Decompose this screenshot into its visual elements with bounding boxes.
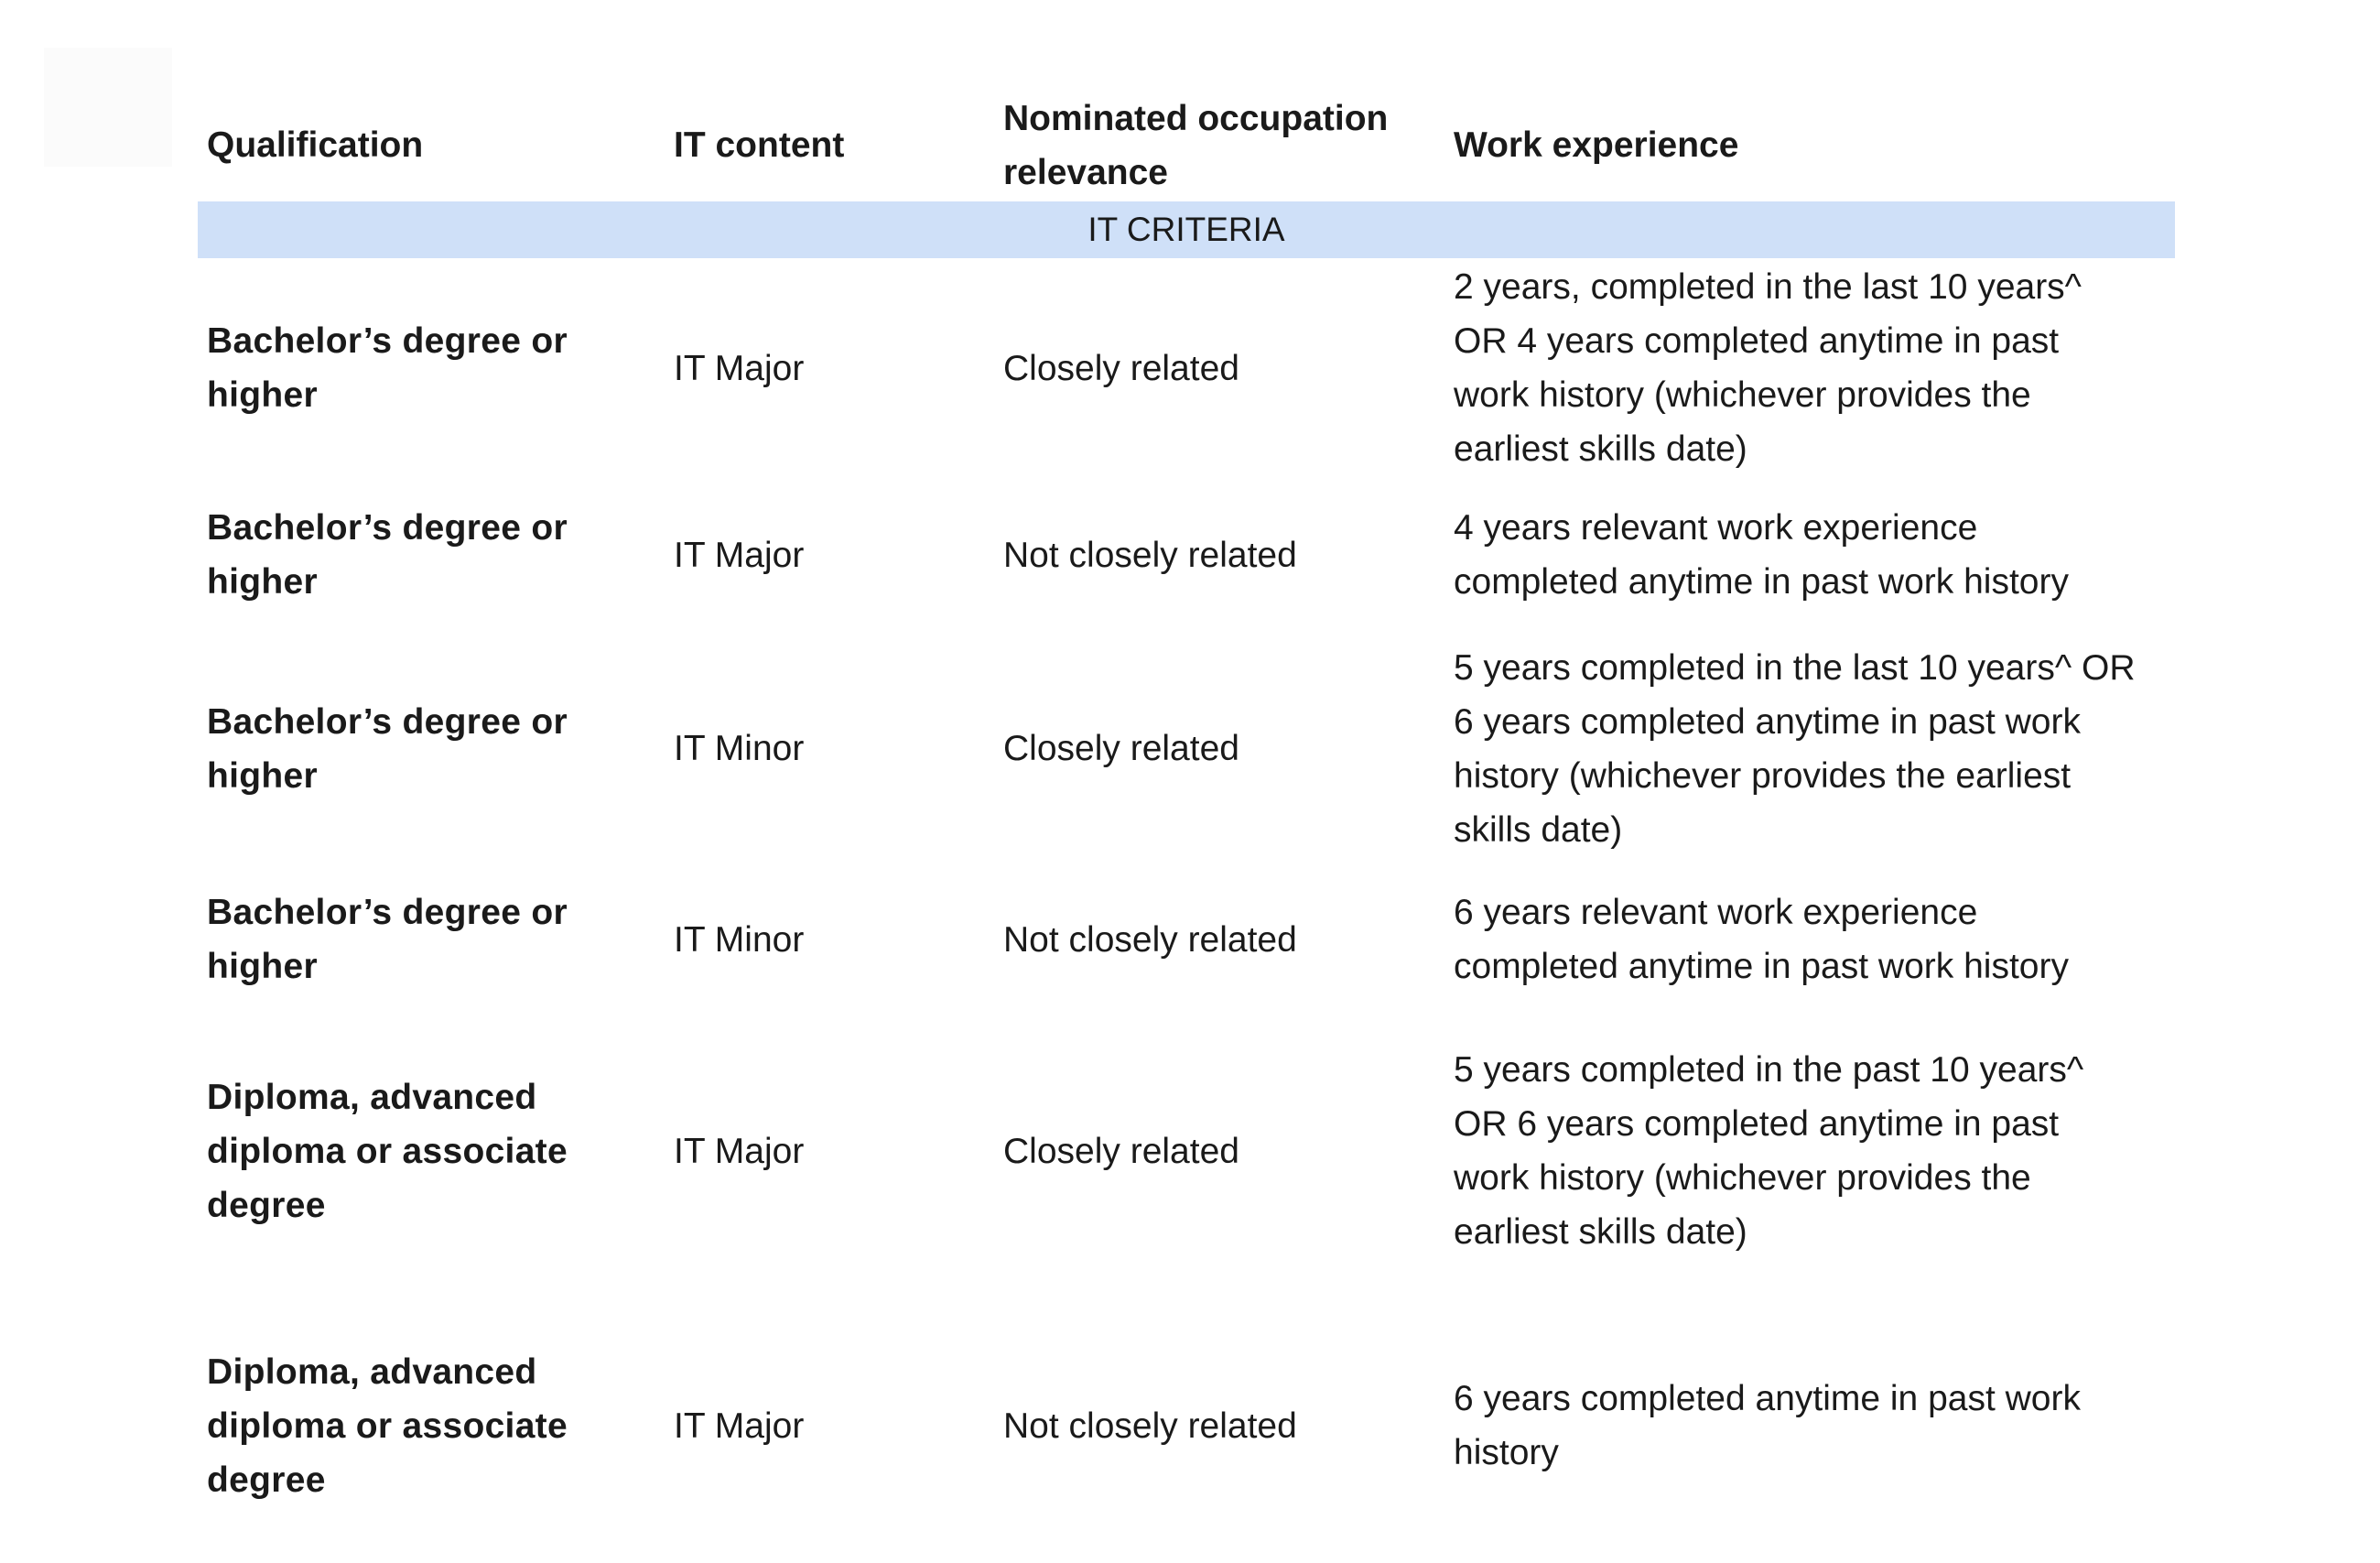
qualification-cell: Diploma, advanced diploma or associate degree <box>207 1351 568 1500</box>
relevance-cell: Closely related <box>1003 1131 1239 1171</box>
relevance-cell: Not closely related <box>1003 1406 1297 1446</box>
it-criteria-table <box>198 55 2175 1563</box>
it-content-cell: IT Major <box>674 1406 805 1446</box>
table-row <box>198 478 2175 632</box>
header-work-experience: Work experience <box>1454 125 1739 165</box>
it-content-cell: IT Minor <box>674 729 805 768</box>
table-row <box>198 1288 2175 1563</box>
work-experience-cell: 4 years relevant work experience completed anytime in past work history <box>1454 508 2069 602</box>
work-experience-cell: 6 years relevant work experience completed anytime in past work history <box>1454 893 2069 986</box>
header-qualification: Qualification <box>207 125 424 165</box>
table-row <box>198 1014 2175 1288</box>
header-row <box>198 55 2175 201</box>
section-row <box>198 201 2175 258</box>
work-experience-cell: 6 years completed anytime in past work history <box>1454 1379 2081 1472</box>
work-experience-cell: 2 years, completed in the last 10 years^ OR 4 years completed anytime in past work history (whichever provides the earliest skills date) <box>1454 267 2082 469</box>
qualification-cell: Bachelor’s degree or higher <box>207 321 568 415</box>
work-experience-cell: 5 years completed in the last 10 years^ OR 6 years completed anytime in past work history (whichever provides the earliest skills date) <box>1454 647 2136 850</box>
work-experience-cell: 5 years completed in the past 10 years^ OR 6 years completed anytime in past work history (whichever provides the earliest skills date) <box>1454 1050 2084 1252</box>
relevance-cell: Closely related <box>1003 729 1239 768</box>
header-it-content: IT content <box>674 125 845 165</box>
qualification-cell: Bachelor’s degree or higher <box>207 701 568 796</box>
relevance-cell: Not closely related <box>1003 919 1297 960</box>
table-row <box>198 632 2175 865</box>
qualification-cell: Diploma, advanced diploma or associate degree <box>207 1077 568 1225</box>
it-content-cell: IT Major <box>674 535 805 575</box>
it-content-cell: IT Major <box>674 348 805 388</box>
table-row <box>198 258 2175 478</box>
relevance-cell: Not closely related <box>1003 535 1297 575</box>
qualification-cell: Bachelor’s degree or higher <box>207 893 568 986</box>
it-content-cell: IT Major <box>674 1131 805 1171</box>
faint-logo-mark <box>44 48 172 167</box>
section-label: IT CRITERIA <box>198 201 2175 258</box>
header-relevance: Nominated occupation relevance <box>1003 99 1389 192</box>
it-content-cell: IT Minor <box>674 919 805 960</box>
table-row <box>198 865 2175 1014</box>
qualification-cell: Bachelor’s degree or higher <box>207 508 568 602</box>
relevance-cell: Closely related <box>1003 348 1239 388</box>
